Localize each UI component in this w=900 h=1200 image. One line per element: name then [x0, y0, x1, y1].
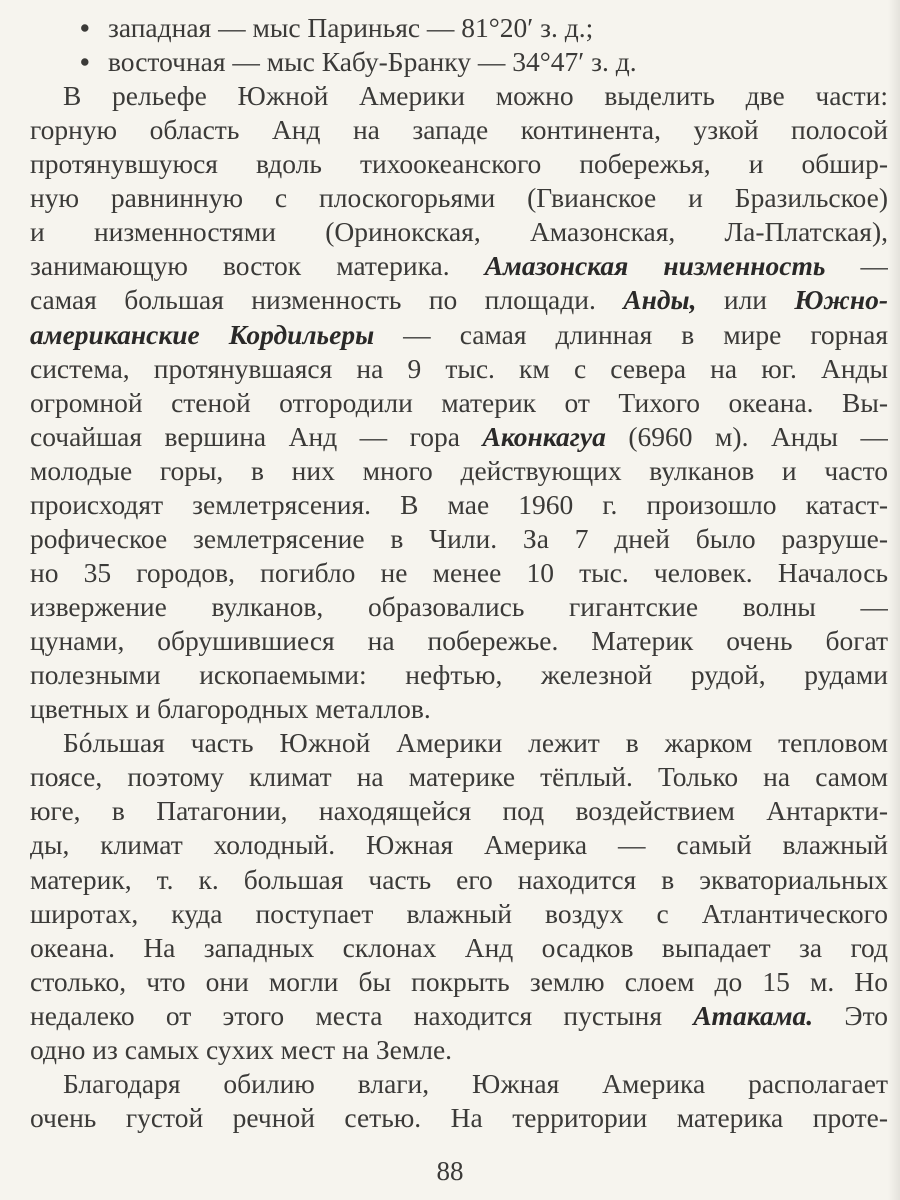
text-line	[30, 420, 888, 454]
text-run: молодые горы, в них много действующих вулканов и часто	[30, 454, 888, 486]
text-line	[30, 79, 888, 113]
text-run: —	[825, 250, 888, 282]
text-run: огромной стеной отгородили материк от Тихого океана. Вы-	[30, 386, 888, 418]
bullet-icon: •	[80, 46, 90, 78]
text-line	[30, 488, 888, 522]
text-run: — самая длинная в мире горная	[374, 318, 889, 350]
text-line	[30, 113, 888, 147]
text-line	[30, 352, 888, 386]
text-run: цветных и благородных металлов.	[30, 693, 431, 725]
text-run: Благодаря обилию влаги, Южная Америка располагает	[63, 1067, 888, 1099]
text-line	[30, 1067, 888, 1101]
text-line	[30, 556, 888, 590]
text-run: рофическое землетрясение в Чили. За 7 дней было разруше-	[30, 522, 888, 554]
text-run: горную область Анд на западе континента, узкой полосой	[30, 114, 888, 146]
text-run: Это	[813, 999, 888, 1031]
text-line	[30, 1033, 888, 1067]
text-run: извержение вулканов, образовались гигантские волны —	[30, 591, 888, 623]
text-run: юге, в Патагонии, находящейся под воздействием Антаркти-	[30, 795, 888, 827]
emphasized-term: Анды,	[623, 284, 697, 316]
text-line	[30, 454, 888, 488]
text-run: широтах, куда поступает влажный воздух с Атлантического	[30, 897, 888, 929]
text-line	[30, 215, 888, 249]
text-line	[30, 1101, 888, 1135]
text-run: и низменностями (Оринокская, Амазонская, Ла-Платская),	[30, 216, 888, 248]
text-run: Бóльшая часть Южной Америки лежит в жарком тепловом	[63, 727, 888, 759]
text-line	[30, 863, 888, 897]
text-run: система, протянувшаяся на 9 тыс. км с севера на юг. Анды	[30, 352, 888, 384]
text-run: материк, т. к. большая часть его находится в экваториальных	[30, 863, 888, 895]
text-run: протянувшуюся вдоль тихоокеанского побережья, и обшир-	[30, 148, 888, 180]
text-run: ды, климат холодный. Южная Америка — самый влажный	[30, 829, 888, 861]
page-number: 88	[436, 1156, 464, 1186]
text-line	[30, 897, 888, 931]
bullet-icon: •	[80, 12, 90, 43]
text-line	[30, 283, 888, 317]
text-line	[30, 658, 888, 692]
text-line	[30, 318, 888, 352]
text-run: цунами, обрушившиеся на побережье. Материк очень богат	[30, 625, 888, 657]
text-line	[30, 828, 888, 862]
text-run: восточная — мыс Кабу-Бранку — 34°47′ з. д.	[108, 46, 637, 78]
text-line	[30, 999, 888, 1033]
text-line	[30, 522, 888, 556]
text-line	[30, 147, 888, 181]
text-line	[30, 794, 888, 828]
text-line	[30, 760, 888, 794]
text-run: океана. На западных склонах Анд осадков выпадает за год	[30, 931, 888, 963]
text-line	[30, 590, 888, 624]
bullet-item	[80, 11, 888, 45]
text-run: одно из самых сухих мест на Земле.	[30, 1033, 453, 1065]
emphasized-term: Амазонская низменность	[484, 250, 826, 282]
text-line	[30, 692, 888, 726]
emphasized-term: американские Кордильеры	[30, 318, 375, 350]
text-line	[30, 965, 888, 999]
text-run: очень густой речной сетью. На территории материка проте-	[30, 1101, 888, 1133]
text-run: поясе, поэтому климат на материке тёплый. Только на самом	[30, 761, 888, 793]
text-run: самая большая низменность по площади.	[30, 284, 624, 316]
text-line	[30, 726, 888, 760]
bullet-item	[80, 45, 888, 79]
text-line	[30, 624, 888, 658]
text-run: но 35 городов, погибло не менее 10 тыс. человек. Началось	[30, 556, 888, 588]
text-line	[30, 181, 888, 215]
text-line	[30, 249, 888, 283]
text-run: западная — мыс Париньяс — 81°20′ з. д.;	[108, 12, 594, 43]
text-run: занимающую восток материка.	[30, 250, 485, 282]
text-line	[30, 386, 888, 420]
text-run: столько, что они могли бы покрыть землю слоем до 15 м. Но	[30, 965, 888, 997]
text-run: ную равнинную с плоскогорьями (Гвианское и Бразильское)	[30, 182, 888, 214]
text-run: (6960 м). Анды —	[605, 420, 888, 452]
emphasized-term: Аконкагуа	[482, 420, 606, 452]
page-edge-shadow	[888, 0, 900, 1200]
text-run: В рельефе Южной Америки можно выделить две части:	[63, 80, 888, 112]
text-run: недалеко от этого места находится пустыня	[30, 999, 694, 1031]
emphasized-term: Атакама.	[693, 999, 814, 1031]
text-line	[30, 931, 888, 965]
text-run: происходят землетрясения. В мае 1960 г. произошло катаст-	[30, 488, 888, 520]
text-run: или	[696, 284, 795, 316]
text-run: полезными ископаемыми: нефтью, железной рудой, рудами	[30, 659, 888, 691]
text-run: сочайшая вершина Анд — гора	[30, 420, 483, 452]
emphasized-term: Южно-	[794, 284, 888, 316]
